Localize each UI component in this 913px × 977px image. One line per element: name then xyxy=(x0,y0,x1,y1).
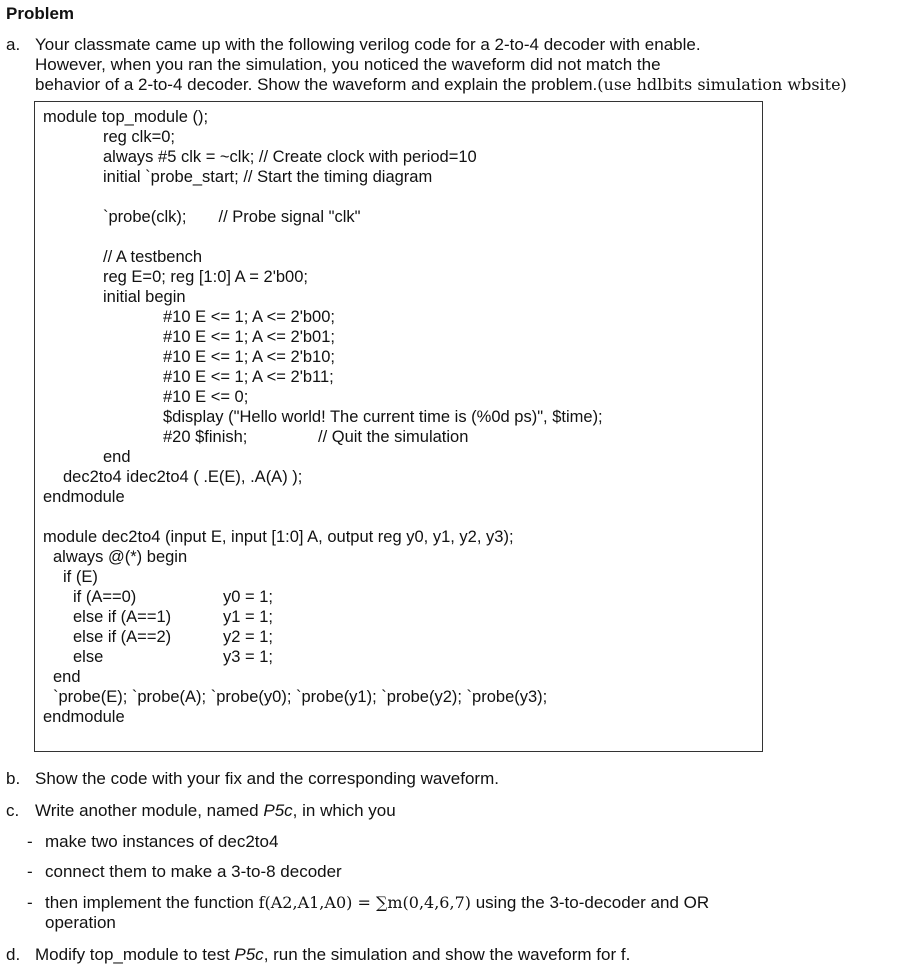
code-line: #10 E <= 1; A <= 2'b10; xyxy=(163,348,335,366)
part-c-text-prefix: Write another module, named xyxy=(35,801,264,820)
code-line: initial `probe_start; // Start the timing diagram xyxy=(103,168,433,186)
code-line: `probe(clk); // Probe signal "clk" xyxy=(103,208,361,226)
part-d-label: d. xyxy=(6,945,21,964)
part-a-line-3-text: behavior of a 2-to-4 decoder. Show the waveform and explain the problem. xyxy=(35,75,598,94)
code-line: if (E) xyxy=(63,568,98,586)
part-c-bullet-3-line-2: operation xyxy=(45,913,116,932)
part-c-bullet-3 xyxy=(45,893,709,913)
part-d-module-name: P5c xyxy=(234,945,264,964)
code-line: #10 E <= 1; A <= 2'b01; xyxy=(163,328,335,346)
code-line: endmodule xyxy=(43,708,125,726)
part-a-line-2: However, when you ran the simulation, you noticed the waveform did not match the xyxy=(35,55,661,74)
code-line: if (A==0) xyxy=(73,588,137,606)
code-line: y3 = 1; xyxy=(223,648,273,666)
code-line: $display ("Hello world! The current time is (%0d ps)", $time); xyxy=(163,408,603,426)
code-line: module dec2to4 (input E, input [1:0] A, output reg y0, y1, y2, y3); xyxy=(43,528,514,546)
part-d-text xyxy=(35,945,630,965)
part-c-text-suffix: , in which you xyxy=(292,801,396,820)
code-line: #20 $finish; xyxy=(163,428,248,446)
part-a-line-3 xyxy=(35,75,847,95)
part-c-text xyxy=(35,801,396,821)
code-line: y1 = 1; xyxy=(223,608,273,626)
part-d-text-prefix: Modify top_module to test xyxy=(35,945,235,964)
code-line: y0 = 1; xyxy=(223,588,273,606)
part-c-module-name: P5c xyxy=(263,801,293,820)
code-line: dec2to4 idec2to4 ( .E(E), .A(A) ); xyxy=(63,468,303,486)
code-line: #10 E <= 1; A <= 2'b11; xyxy=(163,368,334,386)
part-c-label: c. xyxy=(6,801,20,820)
part-b-text: Show the code with your fix and the corresponding waveform. xyxy=(35,769,499,788)
part-d-text-suffix: , run the simulation and show the waveform for f. xyxy=(263,945,631,964)
code-line: // A testbench xyxy=(103,248,203,266)
code-line: else if (A==1) xyxy=(73,608,172,626)
code-box xyxy=(34,101,763,752)
code-line: reg E=0; reg [1:0] A = 2'b00; xyxy=(103,268,308,286)
code-line: else if (A==2) xyxy=(73,628,172,646)
code-line: #10 E <= 1; A <= 2'b00; xyxy=(163,308,335,326)
part-b-label: b. xyxy=(6,769,21,788)
bullet-dash: - xyxy=(27,832,33,851)
bullet-dash: - xyxy=(27,893,33,912)
part-a-line-1: Your classmate came up with the following verilog code for a 2-to-4 decoder with enable. xyxy=(35,35,701,54)
code-line: always #5 clk = ~clk; // Create clock with period=10 xyxy=(103,148,477,166)
part-c-bullet-2: connect them to make a 3-to-8 decoder xyxy=(45,862,342,881)
part-c-bullet-3-suffix: using the 3-to-decoder and OR xyxy=(471,893,710,912)
code-line: end xyxy=(53,668,81,686)
code-line: always @(*) begin xyxy=(53,548,188,566)
code-line: `probe(E); `probe(A); `probe(y0); `probe(y1); `probe(y2); `probe(y3); xyxy=(53,688,548,706)
minterm-expression: f(A2,A1,A0) = ∑m(0,4,6,7) xyxy=(258,893,471,912)
part-c-bullet-3-prefix: then implement the function xyxy=(45,893,259,912)
code-line: reg clk=0; xyxy=(103,128,175,146)
code-line: end xyxy=(103,448,131,466)
code-line: y2 = 1; xyxy=(223,628,273,646)
code-comment: // Quit the simulation xyxy=(318,428,469,446)
code-line: #10 E <= 0; xyxy=(163,388,249,406)
part-a-label: a. xyxy=(6,35,21,54)
part-a-note: (use hdlbits simulation wbsite) xyxy=(597,75,847,94)
code-line: initial begin xyxy=(103,288,186,306)
part-c-bullet-1: make two instances of dec2to4 xyxy=(45,832,279,851)
code-line: module top_module (); xyxy=(43,108,209,126)
code-line: else xyxy=(73,648,104,666)
problem-title: Problem xyxy=(6,4,75,23)
code-line: endmodule xyxy=(43,488,125,506)
bullet-dash: - xyxy=(27,862,33,881)
